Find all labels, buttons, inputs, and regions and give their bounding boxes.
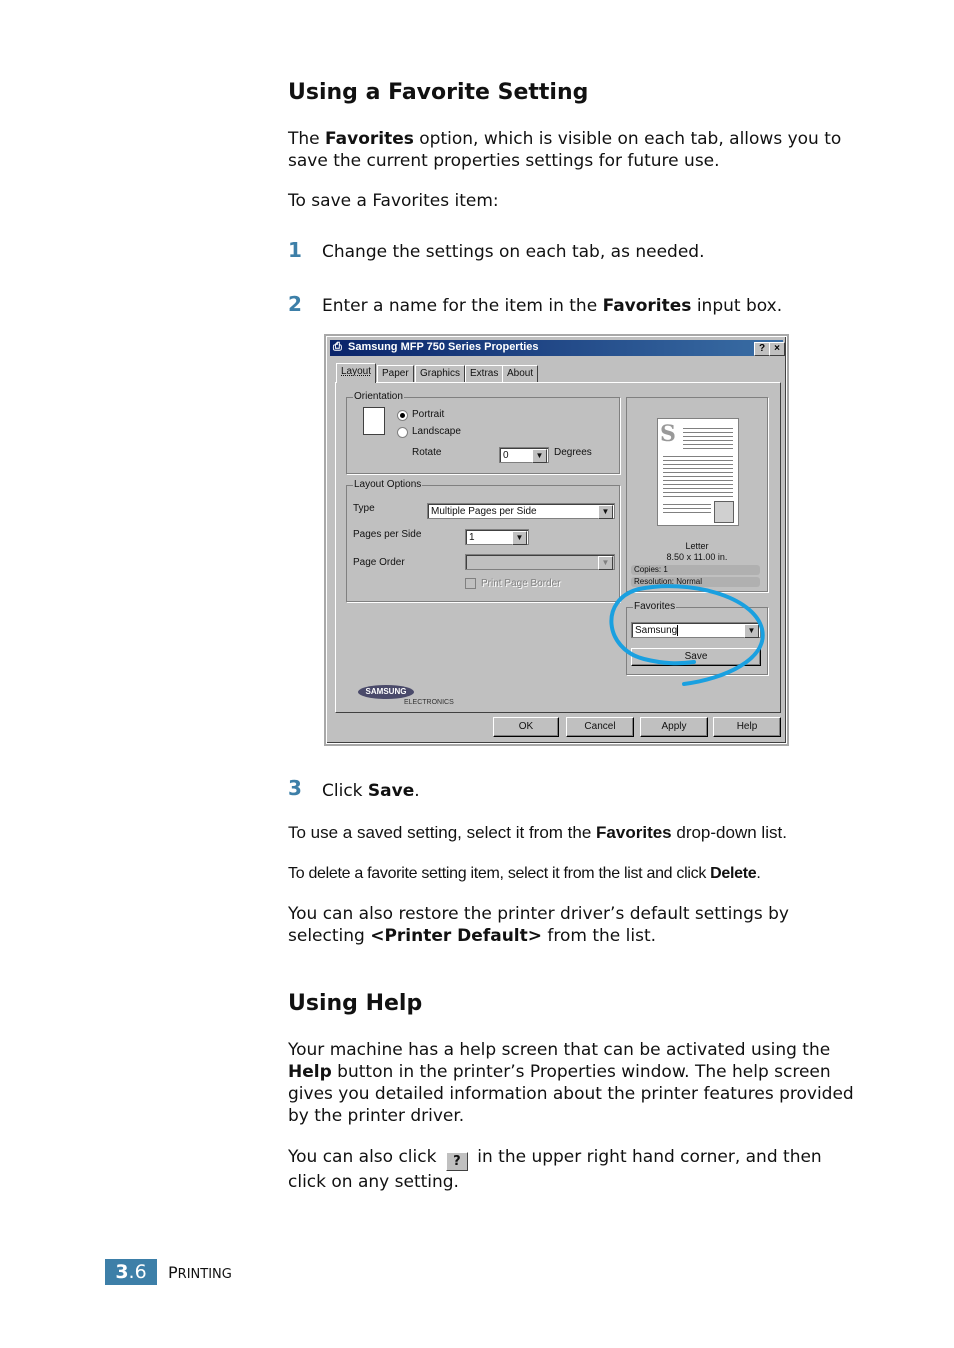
chevron-down-icon: ▼ <box>512 531 527 545</box>
chevron-down-icon: ▼ <box>598 556 613 570</box>
window-title: Samsung MFP 750 Series Properties <box>348 341 539 353</box>
help-title-button[interactable]: ? <box>754 342 770 356</box>
tab-paper[interactable]: Paper <box>377 365 414 382</box>
pages-per-side-label: Pages per Side <box>353 529 422 540</box>
type-select[interactable]: Multiple Pages per Side ▼ <box>427 503 615 519</box>
step-number: 2 <box>288 292 302 316</box>
help-button[interactable]: Help <box>713 717 781 737</box>
save-favorites-intro: To save a Favorites item: <box>288 191 499 211</box>
help-click-paragraph: You can also click ? in the upper right hand corner, and then click on any setting. <box>288 1147 822 1192</box>
landscape-label: Landscape <box>412 426 461 437</box>
tab-layout[interactable]: Layout <box>336 363 376 383</box>
portrait-label: Portrait <box>412 409 445 420</box>
step-number: 3 <box>288 776 302 800</box>
delete-setting-paragraph: To delete a favorite setting item, select it from the list and click Delete. <box>288 865 761 882</box>
step-number: 1 <box>288 238 302 262</box>
type-label: Type <box>353 503 375 514</box>
close-title-button[interactable]: × <box>769 342 785 356</box>
tab-extras[interactable]: Extras <box>465 365 503 382</box>
chapter-name: PRINTING <box>168 1263 232 1282</box>
samsung-logo-ellipse: SAMSUNG <box>358 685 414 699</box>
rotate-label: Rotate <box>412 447 442 458</box>
pages-per-side-select[interactable]: 1 ▼ <box>465 529 529 545</box>
favorites-input[interactable]: Samsung ▼ <box>631 622 761 638</box>
chevron-down-icon: ▼ <box>598 505 613 519</box>
degrees-label: Degrees <box>554 447 592 458</box>
chevron-down-icon: ▼ <box>744 624 759 638</box>
paper-size-dimensions: 8.50 x 11.00 in. <box>666 552 728 562</box>
section-heading-favorites: Using a Favorite Setting <box>288 80 589 105</box>
page-order-label: Page Order <box>353 557 405 568</box>
section-heading-help: Using Help <box>288 991 423 1016</box>
copies-info: Copies: 1 <box>631 565 760 575</box>
document-s-icon: S <box>660 421 676 447</box>
favorites-label: Favorites <box>634 601 676 612</box>
rotate-select[interactable]: 0 ▼ <box>499 447 549 463</box>
step-text: Click Save. <box>322 781 420 801</box>
resolution-info: Resolution: Normal <box>631 577 760 587</box>
samsung-electronics-text: ELECTRONICS <box>404 699 454 706</box>
step-text: Enter a name for the item in the Favorites input box. <box>322 296 783 316</box>
use-saved-setting-paragraph: To use a saved setting, select it from the Favorites drop-down list. <box>288 823 787 842</box>
highlight-circle <box>324 334 789 746</box>
printer-icon: ⎙ <box>333 341 342 353</box>
chevron-down-icon: ▼ <box>532 449 547 463</box>
favorites-intro-paragraph: The Favorites option, which is visible on each tab, allows you to save the current properties settings for future use. <box>288 129 842 171</box>
restore-default-paragraph: You can also restore the printer driver’s default settings by selecting <Printer Default> from the list. <box>288 904 789 946</box>
help-intro-paragraph: Your machine has a help screen that can be activated using the Help button in the printer’s Properties window. The help screen gives you detailed information about the printer features provided by the printer driver. <box>288 1040 854 1126</box>
print-page-border-label: Print Page Border <box>481 578 561 589</box>
layout-options-label: Layout Options <box>354 479 422 490</box>
ok-button[interactable]: OK <box>493 717 559 737</box>
question-mark-button-icon: ? <box>446 1152 468 1171</box>
page-number: 3.6 <box>105 1259 157 1285</box>
tab-graphics[interactable]: Graphics <box>415 365 465 382</box>
paper-size-name: Letter <box>685 541 709 551</box>
apply-button[interactable]: Apply <box>640 717 708 737</box>
orientation-label: Orientation <box>354 391 403 402</box>
properties-dialog-screenshot <box>324 334 789 746</box>
save-favorites-button[interactable]: Save <box>631 648 761 666</box>
tab-about[interactable]: About <box>502 365 538 382</box>
cancel-button[interactable]: Cancel <box>566 717 634 737</box>
step-text: Change the settings on each tab, as needed. <box>322 242 705 262</box>
